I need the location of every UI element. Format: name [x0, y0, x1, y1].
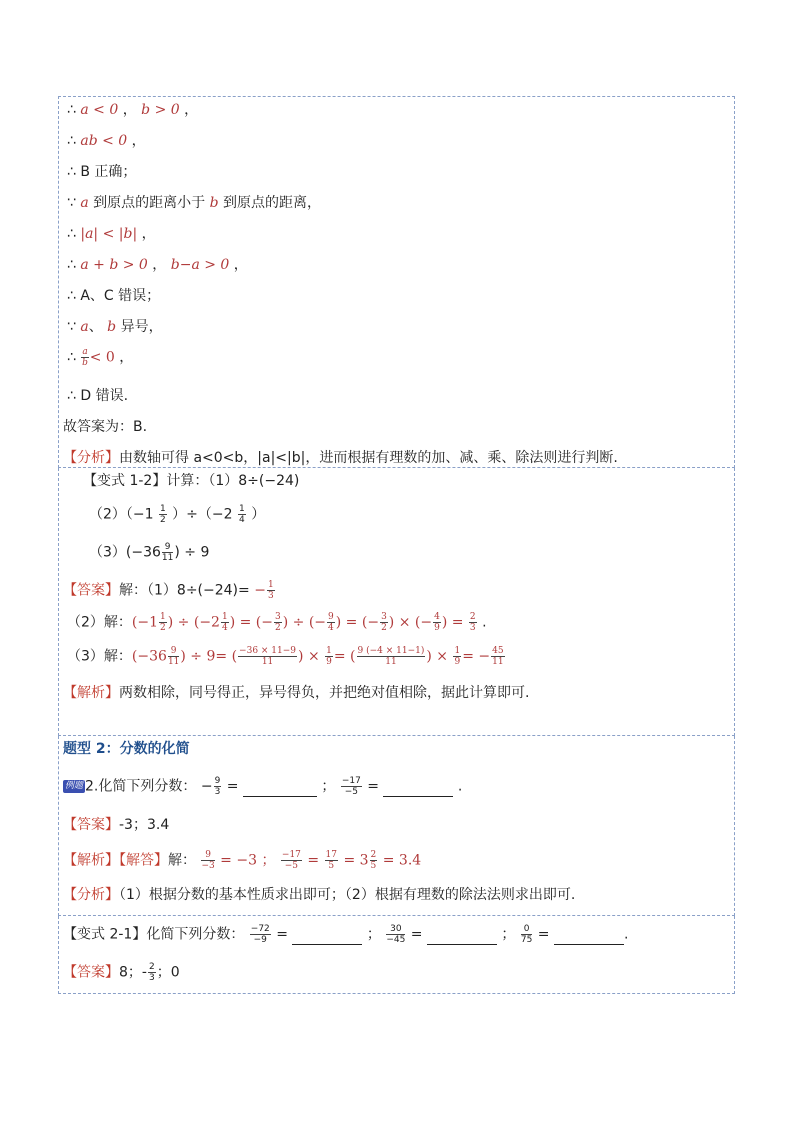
numerator: 1: [160, 612, 166, 622]
explain-text: 两数相除，同号得正，异号得负，并把绝对值相除，据此计算即可.: [119, 685, 530, 701]
denominator: 9: [326, 657, 332, 667]
text: ) ÷ 9: [174, 544, 210, 561]
denominator: 2: [160, 515, 166, 525]
example-box: [58, 736, 735, 916]
answer-blank[interactable]: [383, 796, 453, 797]
fraction: [201, 850, 214, 871]
numerator: 1: [221, 612, 228, 622]
text: ∴: [67, 226, 81, 242]
numerator: 2: [148, 962, 155, 972]
text: ，: [114, 349, 134, 366]
math: < 0: [89, 349, 115, 366]
text: ∴: [67, 133, 81, 149]
question-3: [89, 542, 209, 563]
text: 8；: [119, 964, 142, 981]
text: =: [362, 778, 384, 795]
text: ∵: [67, 319, 81, 335]
text: =: [271, 926, 293, 943]
fraction: [433, 612, 441, 633]
numerator: −72: [250, 924, 270, 934]
numerator: 9: [162, 542, 173, 553]
text: ）÷（−2: [167, 506, 238, 523]
fraction: [370, 850, 378, 871]
text: ）: [246, 506, 266, 523]
denominator: 2: [275, 623, 281, 633]
math: (−36: [131, 648, 167, 665]
numerator: 9: [214, 776, 221, 786]
denominator: 3: [469, 623, 476, 633]
math: ) = (−: [335, 614, 380, 631]
answer-2: [67, 612, 487, 633]
fraction: [159, 504, 167, 525]
fraction: [386, 924, 405, 945]
math: ) = (−: [229, 614, 273, 631]
math: (−1: [131, 614, 159, 631]
fraction: [325, 646, 333, 667]
analysis-text: 由数轴可得 a<0<b，|a|<|b|，进而根据有理数的加、减、乘、除法则进行判断.: [119, 450, 618, 466]
denominator: b: [82, 358, 88, 368]
numerator: −17: [281, 850, 301, 860]
math: a < 0: [80, 102, 119, 118]
answer-blank[interactable]: [292, 944, 362, 945]
text: （3）解：: [67, 648, 132, 665]
math: ) =: [441, 614, 468, 631]
explanation: [63, 684, 529, 702]
math: b: [209, 195, 219, 211]
math: |a| < |b|: [80, 226, 138, 242]
math: ab < 0: [80, 133, 128, 149]
fraction: [521, 924, 532, 945]
text: （3）(−36: [89, 544, 161, 561]
text: 解：: [168, 852, 201, 869]
fraction: [327, 612, 335, 633]
text: 2.化简下列分数： −: [85, 778, 213, 795]
line-3: ∴ B 正确；: [67, 164, 137, 180]
fraction: [148, 962, 156, 983]
text: 化简下列分数：: [146, 926, 249, 943]
answer-blank[interactable]: [554, 944, 624, 945]
solution-box-1: [58, 96, 735, 468]
variant-text: 计算：（1）8÷(−24): [166, 473, 300, 489]
line-5: [67, 225, 156, 243]
denominator: −5: [344, 787, 358, 797]
numerator: 45: [492, 646, 504, 656]
answer: [63, 816, 169, 834]
text: ；0: [156, 964, 180, 981]
denominator: 5: [328, 861, 335, 871]
line-4: [67, 194, 321, 212]
math: a + b > 0: [80, 257, 148, 273]
numerator: 9: [168, 646, 179, 657]
fraction: [214, 776, 222, 797]
analysis: [63, 886, 575, 904]
text: .: [477, 614, 487, 631]
answer-blank[interactable]: [243, 796, 317, 797]
fraction: [238, 646, 297, 667]
example-tag: 例题: [65, 781, 84, 791]
numerator: 1: [160, 504, 166, 514]
analysis-label: 【分析】: [63, 450, 119, 466]
numerator: 1: [267, 580, 274, 590]
explain-label: 【解析】【解答】: [63, 852, 168, 869]
numerator: 9 (−4 × 11−1): [357, 646, 425, 656]
text: ；: [316, 778, 340, 795]
denominator: 2: [160, 623, 166, 633]
line-6: [67, 256, 248, 274]
text: ∵: [67, 195, 81, 211]
text: ∴: [67, 349, 81, 366]
answer-3: [67, 646, 506, 667]
denominator: −45: [386, 935, 406, 945]
math: = −3 ；: [215, 852, 280, 869]
denominator: 3: [267, 591, 274, 601]
denominator: 5: [370, 861, 377, 871]
answer: [63, 962, 180, 983]
numerator: −36 × 11−9: [239, 646, 297, 656]
numerator: 4: [434, 612, 440, 622]
answer-1: [63, 580, 276, 601]
text: ∴: [67, 257, 81, 273]
fraction: [491, 646, 504, 667]
fraction: [159, 612, 167, 633]
answer-label: 【答案】: [63, 582, 119, 599]
text: ，: [118, 102, 142, 118]
numerator: a: [82, 347, 88, 357]
variant-label: 【变式 1-2】: [83, 473, 167, 489]
math: b−a > 0: [170, 257, 230, 273]
text: ∴: [67, 102, 81, 118]
analysis-label: 【分析】: [63, 887, 119, 903]
math: = −: [462, 648, 491, 665]
denominator: −3: [201, 861, 215, 871]
answer-label: 【答案】: [63, 817, 119, 833]
text: 解：（1）8÷(−24)=: [119, 582, 255, 599]
variant-box: [58, 916, 735, 994]
text: ，: [147, 257, 171, 273]
numerator: 2: [469, 612, 476, 622]
text: .: [623, 926, 629, 943]
denominator: 11: [161, 553, 174, 563]
numerator: 0: [521, 924, 532, 935]
line-11: 故答案为：B.: [63, 419, 148, 435]
line-2: [67, 132, 146, 150]
fraction: [162, 542, 173, 563]
denominator: −5: [284, 861, 299, 871]
fraction: [267, 580, 275, 601]
fraction: [380, 612, 388, 633]
denominator: 2: [381, 623, 387, 633]
fraction: [453, 646, 461, 667]
text: .: [453, 778, 463, 795]
question-2: [89, 504, 265, 525]
math: ) ÷ (−2: [167, 614, 220, 631]
denominator: 11: [385, 657, 397, 667]
math: =: [302, 852, 324, 869]
math: ) ×: [298, 648, 325, 665]
fraction: [281, 850, 302, 871]
math: a: [80, 195, 89, 211]
fraction: [274, 612, 282, 633]
analysis: [63, 449, 618, 467]
fraction: [81, 347, 88, 368]
denominator: 11: [492, 657, 504, 667]
math: = 3.4: [378, 852, 422, 869]
math: ) × (−: [388, 614, 433, 631]
text: =: [222, 778, 243, 795]
fraction: [469, 612, 477, 633]
text: ，: [179, 102, 199, 118]
numerator: 2: [370, 850, 377, 860]
denominator: 9: [434, 623, 440, 633]
fraction: [221, 612, 229, 633]
math: = (: [333, 648, 356, 665]
math: a: [80, 319, 89, 335]
denominator: 75: [520, 935, 533, 945]
fraction: [250, 924, 271, 945]
text: 到原点的距离小于: [88, 195, 210, 211]
denominator: 11: [167, 657, 180, 667]
answer-text: -3；3.4: [119, 817, 170, 833]
numerator: 1: [326, 646, 332, 656]
variant-label: 【变式 2-1】: [63, 926, 147, 943]
example-question: [63, 776, 462, 797]
line-10: ∴ D 错误.: [67, 388, 129, 404]
text: ；: [496, 926, 520, 943]
numerator: −17: [341, 776, 361, 786]
numerator: 30: [386, 924, 405, 935]
numerator: 9: [328, 612, 334, 622]
text: ，: [137, 226, 156, 242]
math: ) ×: [426, 648, 453, 665]
fraction: [238, 504, 246, 525]
denominator: 3: [148, 973, 155, 983]
math: b > 0: [141, 102, 180, 118]
text: =: [533, 926, 554, 943]
math: b: [107, 319, 117, 335]
text: -: [141, 964, 147, 981]
numerator: 9: [201, 850, 214, 861]
analysis-text: （1）根据分数的基本性质求出即可；（2）根据有理数的除法法则求出即可.: [119, 887, 576, 903]
explanation: [63, 850, 421, 871]
solution-box-2: [58, 468, 735, 736]
text: （2）解：: [67, 614, 132, 631]
text: ，: [127, 133, 146, 149]
text: 到原点的距离，: [218, 195, 322, 211]
denominator: 11: [261, 657, 274, 667]
line-9: [67, 347, 133, 368]
line-1: [67, 101, 198, 119]
denominator: 4: [239, 515, 245, 525]
text: ；: [362, 926, 386, 943]
text: =: [406, 926, 427, 943]
fraction: [357, 646, 426, 667]
denominator: 4: [221, 623, 228, 633]
math: ) ÷ (−: [282, 614, 327, 631]
denominator: 4: [328, 623, 334, 633]
math: ) ÷ 9= (: [180, 648, 238, 665]
line-7: ∴ A、C 错误；: [67, 288, 161, 304]
text: 异号，: [116, 319, 163, 335]
variant-title: [83, 472, 299, 490]
math: = 3: [339, 852, 369, 869]
math: −: [254, 582, 266, 599]
text: （2）（−1: [89, 506, 158, 523]
explain-label: 【解析】: [63, 685, 119, 701]
section-heading: 题型 2：分数的化简: [63, 741, 190, 757]
numerator: 1: [239, 504, 245, 514]
fraction: [325, 850, 338, 871]
fraction: [341, 776, 362, 797]
answer-blank[interactable]: [427, 944, 497, 945]
text: 、: [88, 319, 108, 335]
numerator: 1: [454, 646, 461, 656]
line-8: [67, 318, 163, 336]
denominator: 3: [214, 787, 221, 797]
denominator: −9: [253, 935, 267, 945]
fraction: [168, 646, 179, 667]
numerator: 3: [381, 612, 387, 622]
denominator: 9: [454, 657, 461, 667]
variant-question: [63, 924, 628, 945]
answer-label: 【答案】: [63, 964, 119, 981]
numerator: 17: [325, 850, 337, 860]
text: ，: [229, 257, 248, 273]
numerator: 3: [275, 612, 281, 622]
